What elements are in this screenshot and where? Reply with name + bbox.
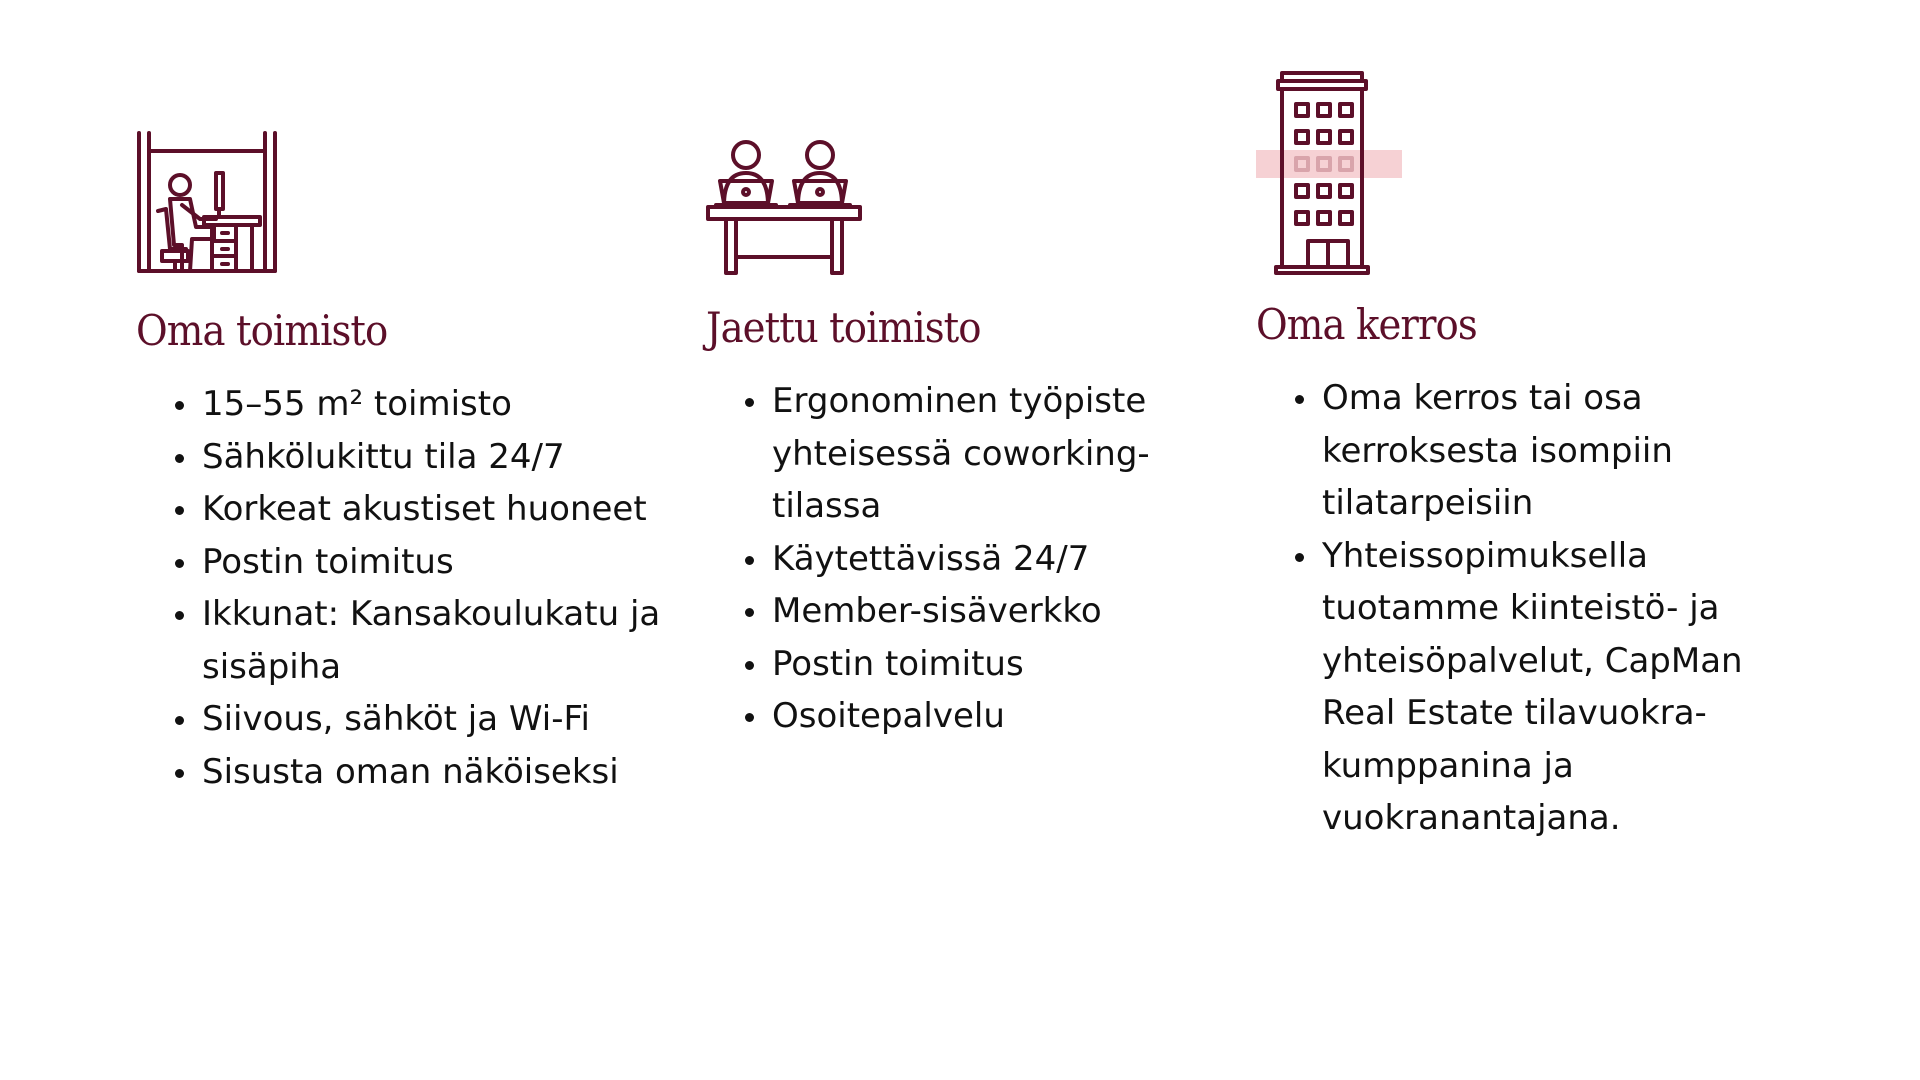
shared-desk-icon bbox=[706, 139, 862, 275]
list-item: • Siivous, sähköt ja Wi-Fi bbox=[200, 693, 710, 746]
feature-list bbox=[172, 378, 710, 798]
list-item: • Korkeat akustiset huoneet bbox=[200, 483, 710, 536]
list-item: • Sähkölukittu tila 24/7 bbox=[200, 431, 710, 484]
list-item: • Yhteissopimuksella tuotamme kiinteistö- ja yhteisöpalvelut, CapMan Real Estate tilavuokra-kumppanina ja vuokranantajana. bbox=[1320, 530, 1790, 845]
feature-list bbox=[1292, 372, 1790, 845]
list-item: • Member-sisäverkko bbox=[770, 585, 1190, 638]
office-building-icon bbox=[1256, 71, 1402, 275]
private-office-icon bbox=[136, 131, 278, 273]
list-item: • Ikkunat: Kansakoulukatu ja sisäpiha bbox=[200, 588, 710, 693]
list-item: • Postin toimitus bbox=[770, 638, 1190, 691]
card-title: Jaettu toimisto bbox=[706, 303, 981, 352]
card-title: Oma kerros bbox=[1256, 300, 1477, 349]
list-item: • 15–55 m² toimisto bbox=[200, 378, 710, 431]
list-item: • Ergonominen työpiste yhteisessä coworking-tilassa bbox=[770, 375, 1190, 533]
list-item: • Sisusta oman näköiseksi bbox=[200, 746, 710, 799]
list-item: • Osoitepalvelu bbox=[770, 690, 1190, 743]
list-item: • Oma kerros tai osa kerroksesta isompiin tilatarpeisiin bbox=[1320, 372, 1790, 530]
feature-list bbox=[742, 375, 1190, 743]
card-title: Oma toimisto bbox=[136, 306, 388, 355]
list-item: • Käytettävissä 24/7 bbox=[770, 533, 1190, 586]
list-item: • Postin toimitus bbox=[200, 536, 710, 589]
